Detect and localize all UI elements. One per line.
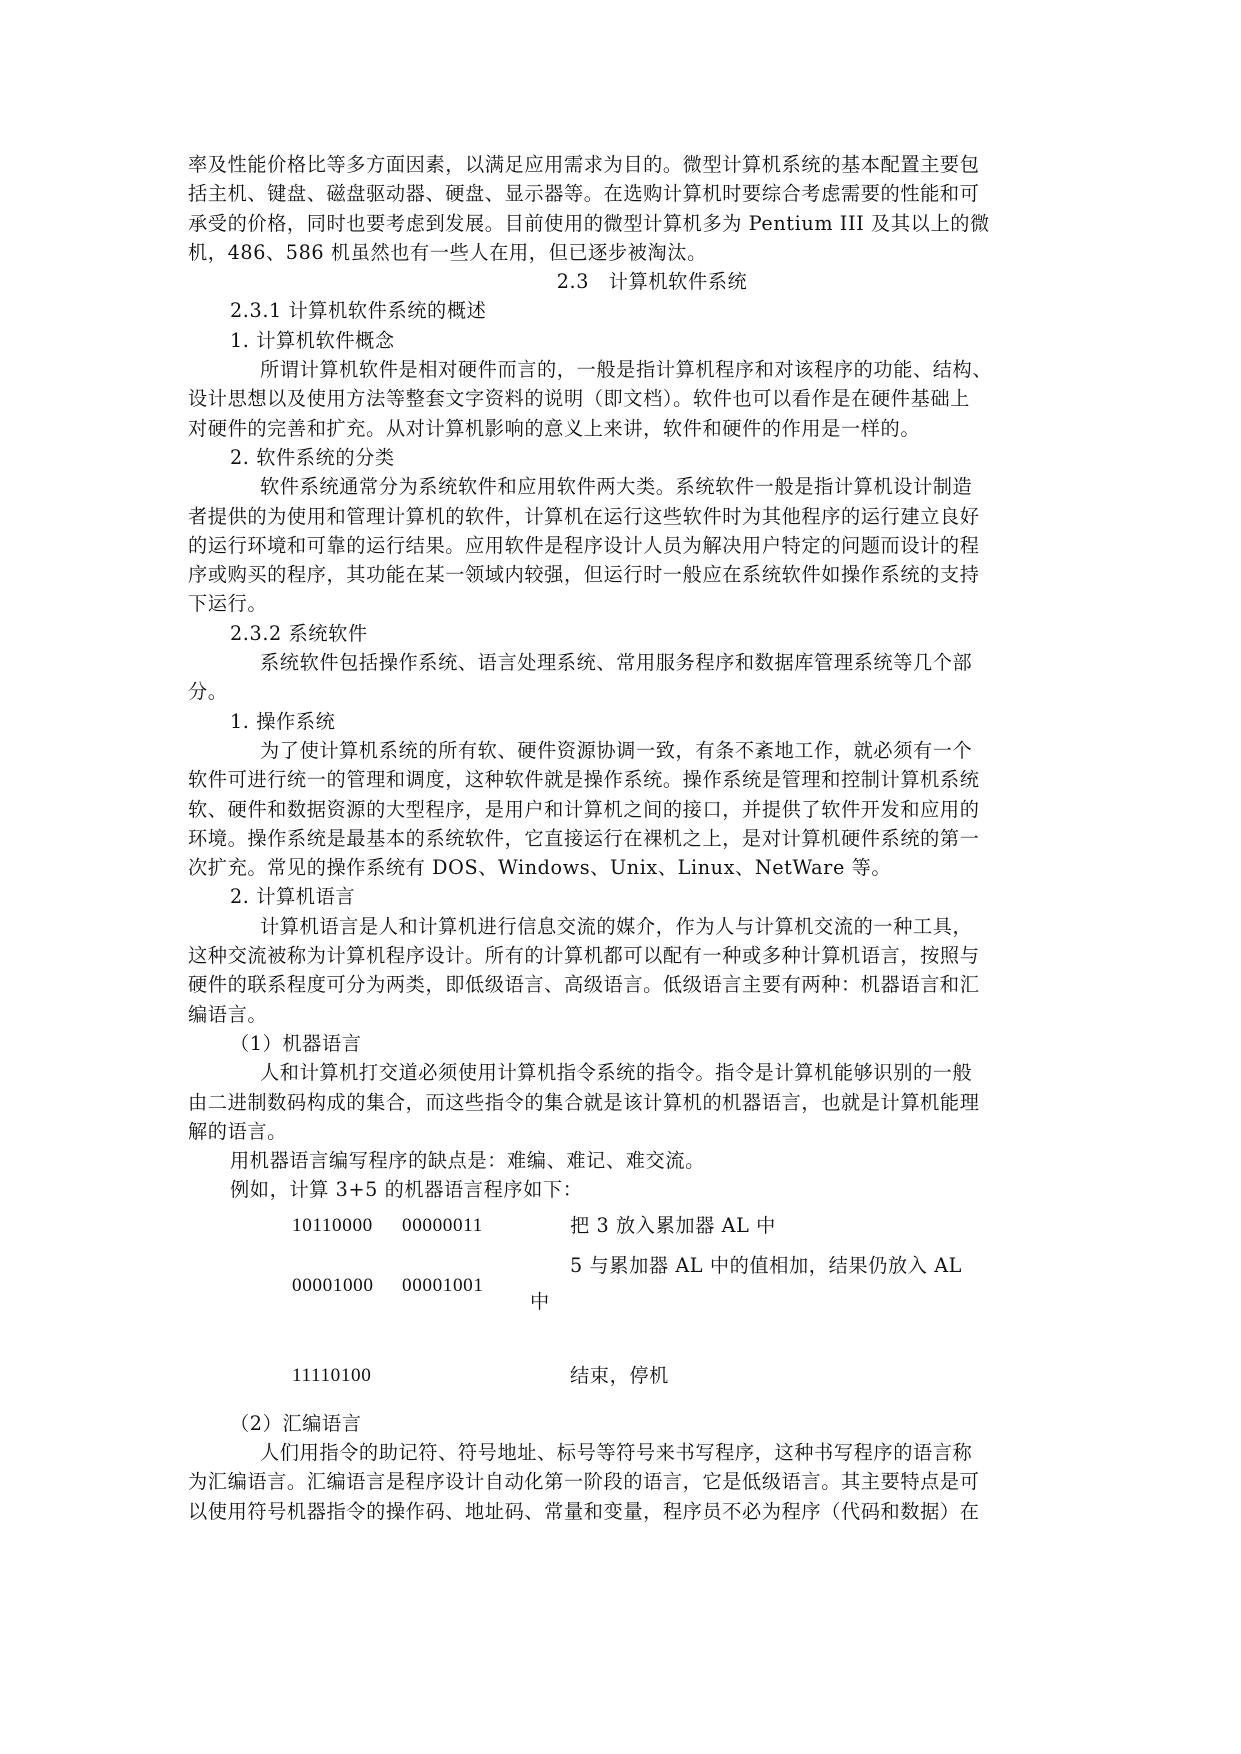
subsection-heading-system-software: 2.3.2 系统软件	[230, 621, 368, 645]
opcode-cell: 10110000	[292, 1214, 373, 1236]
operand-cell: 00001001	[402, 1274, 484, 1296]
paragraph-machine-language	[188, 1058, 1056, 1146]
paragraph-operating-system	[188, 736, 1056, 882]
text-line: 为了使计算机系统的所有软、硬件资源协调一致，有条不紊地工作，就必须有一个	[260, 738, 973, 762]
text-line: 这种交流被称为计算机程序设计。所有的计算机都可以配有一种或多种计算机语言，按照与	[188, 944, 980, 968]
text-line: 为汇编语言。汇编语言是程序设计自动化第一阶段的语言，它是低级语言。其主要特点是可	[188, 1470, 980, 1494]
text-line: 软、硬件和数据资源的大型程序，是用户和计算机之间的接口，并提供了软件开发和应用的	[188, 797, 980, 821]
text-line: 次扩充。常见的操作系统有 DOS、Windows、Unix、Linux、NetWare 等。	[188, 856, 892, 880]
comment-cell: 5 与累加器 AL 中的值相加，结果仍放入 AL	[570, 1253, 963, 1277]
comment-cell: 结束，停机	[570, 1363, 669, 1387]
text-line: 分。	[188, 680, 228, 704]
operand-cell: 00000011	[402, 1214, 483, 1236]
paragraph-software-concept	[188, 355, 1056, 443]
wrap-cell: 中	[530, 1289, 550, 1313]
paragraph-software-classification	[188, 472, 1056, 618]
text-line: 解的语言。	[188, 1119, 287, 1143]
text-line: 编语言。	[188, 1002, 268, 1026]
subsection-heading-overview: 2.3.1 计算机软件系统的概述	[230, 299, 487, 323]
text-line: 系统软件包括操作系统、语言处理系统、常用服务程序和数据库管理系统等几个部	[260, 651, 973, 675]
text-line: 序或购买的程序，其功能在某一领域内较强，但运行时一般应在系统软件如操作系统的支持	[188, 563, 980, 587]
text-line: 由二进制数码构成的集合，而这些指令的集合就是该计算机的机器语言，也就是计算机能理	[188, 1090, 980, 1114]
paragraph-intro	[188, 150, 1056, 267]
machine-language-disadvantages: 用机器语言编写程序的缺点是：难编、难记、难交流。	[230, 1149, 705, 1173]
text-line: 所谓计算机软件是相对硬件而言的，一般是指计算机程序和对该程序的功能、结构、	[260, 358, 993, 382]
document-page	[188, 150, 1056, 1526]
table-row	[292, 1351, 1010, 1405]
table-row	[292, 1251, 1010, 1351]
paragraph-assembly-language	[188, 1438, 1056, 1526]
operand-cell	[402, 1351, 530, 1405]
text-line: 软件可进行统一的管理和调度，这种软件就是操作系统。操作系统是管理和控制计算机系统	[188, 768, 980, 792]
text-line: 硬件的联系程度可分为两类，即低级语言、高级语言。低级语言主要有两种：机器语言和汇	[188, 973, 980, 997]
text-line: 下运行。	[188, 592, 268, 616]
text-line: 者提供的为使用和管理计算机的软件，计算机在运行这些软件时为其他程序的运行建立良好	[188, 504, 980, 528]
text-line: 计算机语言是人和计算机进行信息交流的媒介，作为人与计算机交流的一种工具，	[260, 914, 973, 938]
text-line: 括主机、键盘、磁盘驱动器、硬盘、显示器等。在选购计算机时要综合考虑需要的性能和可	[188, 182, 980, 206]
paragraph-computer-language	[188, 912, 1056, 1029]
opcode-cell: 00001000	[292, 1274, 374, 1296]
machine-language-example-intro: 例如，计算 3+5 的机器语言程序如下：	[230, 1178, 583, 1202]
item-heading-machine-language: （1）机器语言	[230, 1031, 362, 1055]
section-title: 2.3 计算机软件系统	[556, 270, 748, 294]
wrap-cell	[530, 1351, 570, 1405]
text-line: 机，486、586 机虽然也有一些人在用，但已逐步被淘汰。	[188, 240, 707, 264]
paragraph-system-software-intro	[188, 648, 1056, 707]
text-line: 对硬件的完善和扩充。从对计算机影响的意义上来讲，软件和硬件的作用是一样的。	[188, 416, 921, 440]
comment-cell: 把 3 放入累加器 AL 中	[570, 1213, 776, 1237]
item-heading-assembly-language: （2）汇编语言	[230, 1411, 362, 1435]
text-line: 人们用指令的助记符、符号地址、标号等符号来书写程序，这种书写程序的语言称	[260, 1440, 973, 1464]
item-heading-software-classification: 2. 软件系统的分类	[230, 445, 395, 469]
wrap-cell	[530, 1205, 570, 1251]
opcode-cell: 11110100	[292, 1364, 372, 1386]
text-line: 人和计算机打交道必须使用计算机指令系统的指令。指令是计算机能够识别的一般	[260, 1061, 973, 1085]
text-line: 以使用符号机器指令的操作码、地址码、常量和变量，程序员不必为程序（代码和数据）在	[188, 1499, 980, 1523]
text-line: 的运行环境和可靠的运行结果。应用软件是程序设计人员为解决用户特定的问题而设计的程	[188, 533, 980, 557]
item-heading-operating-system: 1. 操作系统	[230, 709, 336, 733]
table-row	[292, 1205, 1010, 1251]
text-line: 率及性能价格比等多方面因素，以满足应用需求为目的。微型计算机系统的基本配置主要包	[188, 153, 980, 176]
text-line: 设计思想以及使用方法等整套文字资料的说明（即文档）。软件也可以看作是在硬件基础上	[188, 387, 970, 411]
text-line: 软件系统通常分为系统软件和应用软件两大类。系统软件一般是指计算机设计制造	[260, 475, 973, 499]
item-heading-computer-language: 2. 计算机语言	[230, 885, 356, 909]
machine-code-table	[292, 1205, 1010, 1405]
text-line: 环境。操作系统是最基本的系统软件，它直接运行在裸机之上，是对计算机硬件系统的第一	[188, 826, 980, 850]
item-heading-software-concept: 1. 计算机软件概念	[230, 328, 395, 352]
text-line: 承受的价格，同时也要考虑到发展。目前使用的微型计算机多为 Pentium III 及其以上的微	[188, 211, 990, 235]
